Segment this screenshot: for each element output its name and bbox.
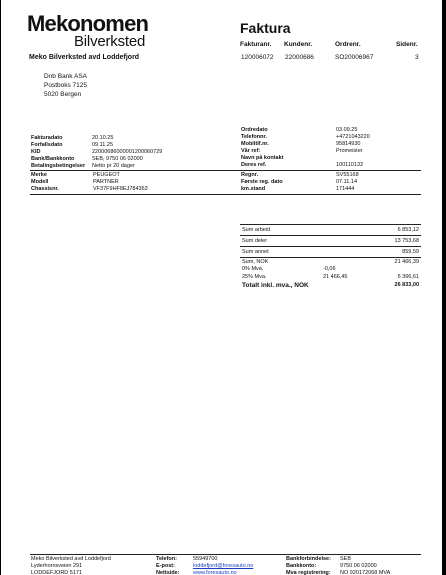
info-label: Deres ref. [241, 162, 267, 168]
info-value: 100110132 [336, 162, 364, 168]
totals-value: 6 853,12 [397, 227, 419, 233]
vat-label: 0% Mva. [242, 266, 264, 272]
vat-base: -0,06 [323, 266, 336, 272]
footer-label: E-post: [156, 563, 175, 569]
totals-value: 859,59 [402, 249, 419, 255]
info-label: Telefonnr. [241, 134, 267, 140]
vehicle-value: PARTNER [93, 179, 119, 185]
footer-company-line: Lyderhornsveien 291 [31, 563, 83, 569]
footer-label: Bankforbindelse: [286, 556, 331, 562]
totals-label: Sum deler [242, 238, 268, 244]
info-value: Promeister [336, 148, 363, 154]
invoice-page [1, 0, 442, 575]
footer-website-link[interactable]: www.foresauto.no [193, 570, 237, 575]
vehicle-label: Chassisnr. [31, 186, 59, 192]
recipient-line: Postboks 7125 [44, 82, 88, 89]
totals-label: Sum arbeid [242, 227, 271, 233]
vehicle-label: Modell [31, 179, 49, 185]
customer-number: 22000686 [285, 54, 314, 61]
info-value: 03.09.25 [336, 127, 358, 133]
grand-total-label: Totalt inkl. mva., NOK [242, 282, 309, 289]
info-label: Vår ref: [241, 148, 261, 154]
footer-label: Bankkonto: [286, 563, 317, 569]
info-value: 09.11.25 [92, 142, 114, 148]
info-value: SEB, 9750 06 02000 [92, 156, 143, 162]
footer-bank-account: 9750 06 02000 [340, 563, 377, 569]
footer-company-line: LODDEFJORD 5171 [31, 570, 83, 575]
vehicle-value: 07.11.14 [336, 179, 358, 185]
footer-label: Telefon: [156, 556, 177, 562]
totals-rule [240, 235, 421, 236]
page-number: 3 [415, 54, 419, 61]
logo-subtitle: Bilverksted [74, 33, 146, 50]
footer-label: Mva registrering: [286, 570, 331, 575]
info-value: Netto pr 20 dager [92, 163, 135, 169]
vat-value: 5 366,61 [397, 274, 419, 280]
footer-bank: SEB [340, 556, 352, 562]
info-value: +4721043220 [336, 134, 370, 140]
totals-label: Sum annet [242, 249, 269, 255]
footer-rule [30, 554, 421, 555]
info-value: 20.10.25 [92, 135, 114, 141]
info-label: Mobiltlf.nr. [241, 141, 269, 147]
totals-value: 13 753,68 [394, 238, 419, 244]
page-number-label: Sidenr. [396, 41, 418, 48]
info-value: 22000686000001200060729 [92, 149, 163, 155]
info-label: Ordredato [241, 127, 268, 133]
company-name: Meko Bilverksted avd Loddefjord [29, 54, 140, 61]
vehicle-label: Regnr. [241, 172, 259, 178]
document-title: Faktura [240, 20, 291, 36]
customer-number-label: Kundenr. [284, 41, 313, 48]
vehicle-value: 171444 [336, 186, 355, 192]
info-value: 95814930 [336, 141, 361, 147]
totals-top-rule [240, 224, 421, 225]
vehicle-value: VF37F9HF8EJ784363 [93, 186, 148, 192]
info-label: Betalingsbetingelser [31, 163, 86, 169]
totals-value: 21 466,39 [394, 259, 419, 265]
vehicle-value: SV55168 [336, 172, 359, 178]
vehicle-value: PEUGEOT [93, 172, 120, 178]
info-label: Navn på kontakt [241, 155, 284, 161]
section-divider [30, 170, 421, 171]
footer-phone: 55949700 [193, 556, 218, 562]
vehicle-label: km.stand [241, 186, 266, 192]
vat-label: 25% Mva. [242, 274, 267, 280]
info-label: Forfallsdato [31, 142, 63, 148]
info-label: KID [31, 149, 41, 155]
footer-vat-registration: NO 920172068 MVA [340, 570, 391, 575]
recipient-line: 5020 Bergen [44, 91, 82, 98]
info-label: Fakturadato [31, 135, 63, 141]
totals-label: Sum, NOK [242, 259, 269, 265]
footer-company-line: Meko Bilverksted avd Loddefjord [31, 556, 111, 562]
vehicle-label: Første reg. dato [241, 179, 283, 185]
invoice-number: 120006072 [241, 54, 274, 61]
order-number: SO20006967 [335, 54, 374, 61]
totals-rule [240, 257, 421, 258]
section-divider [30, 194, 421, 195]
footer-email-link[interactable]: loddefjord@foresauto.no [193, 563, 254, 569]
vehicle-label: Merke [31, 172, 47, 178]
logo-wordmark: Mekonomen [27, 11, 149, 36]
recipient-line: Dnb Bank ASA [44, 73, 87, 80]
grand-total-value: 26 833,00 [394, 282, 419, 288]
order-number-label: Ordrenr. [335, 41, 361, 48]
footer-label: Nettside: [156, 570, 180, 575]
invoice-number-label: Fakturanr. [240, 41, 272, 48]
vat-base: 21 466,45 [323, 274, 348, 280]
info-label: Bank/Bankkonto [31, 156, 75, 162]
totals-rule [240, 246, 421, 247]
